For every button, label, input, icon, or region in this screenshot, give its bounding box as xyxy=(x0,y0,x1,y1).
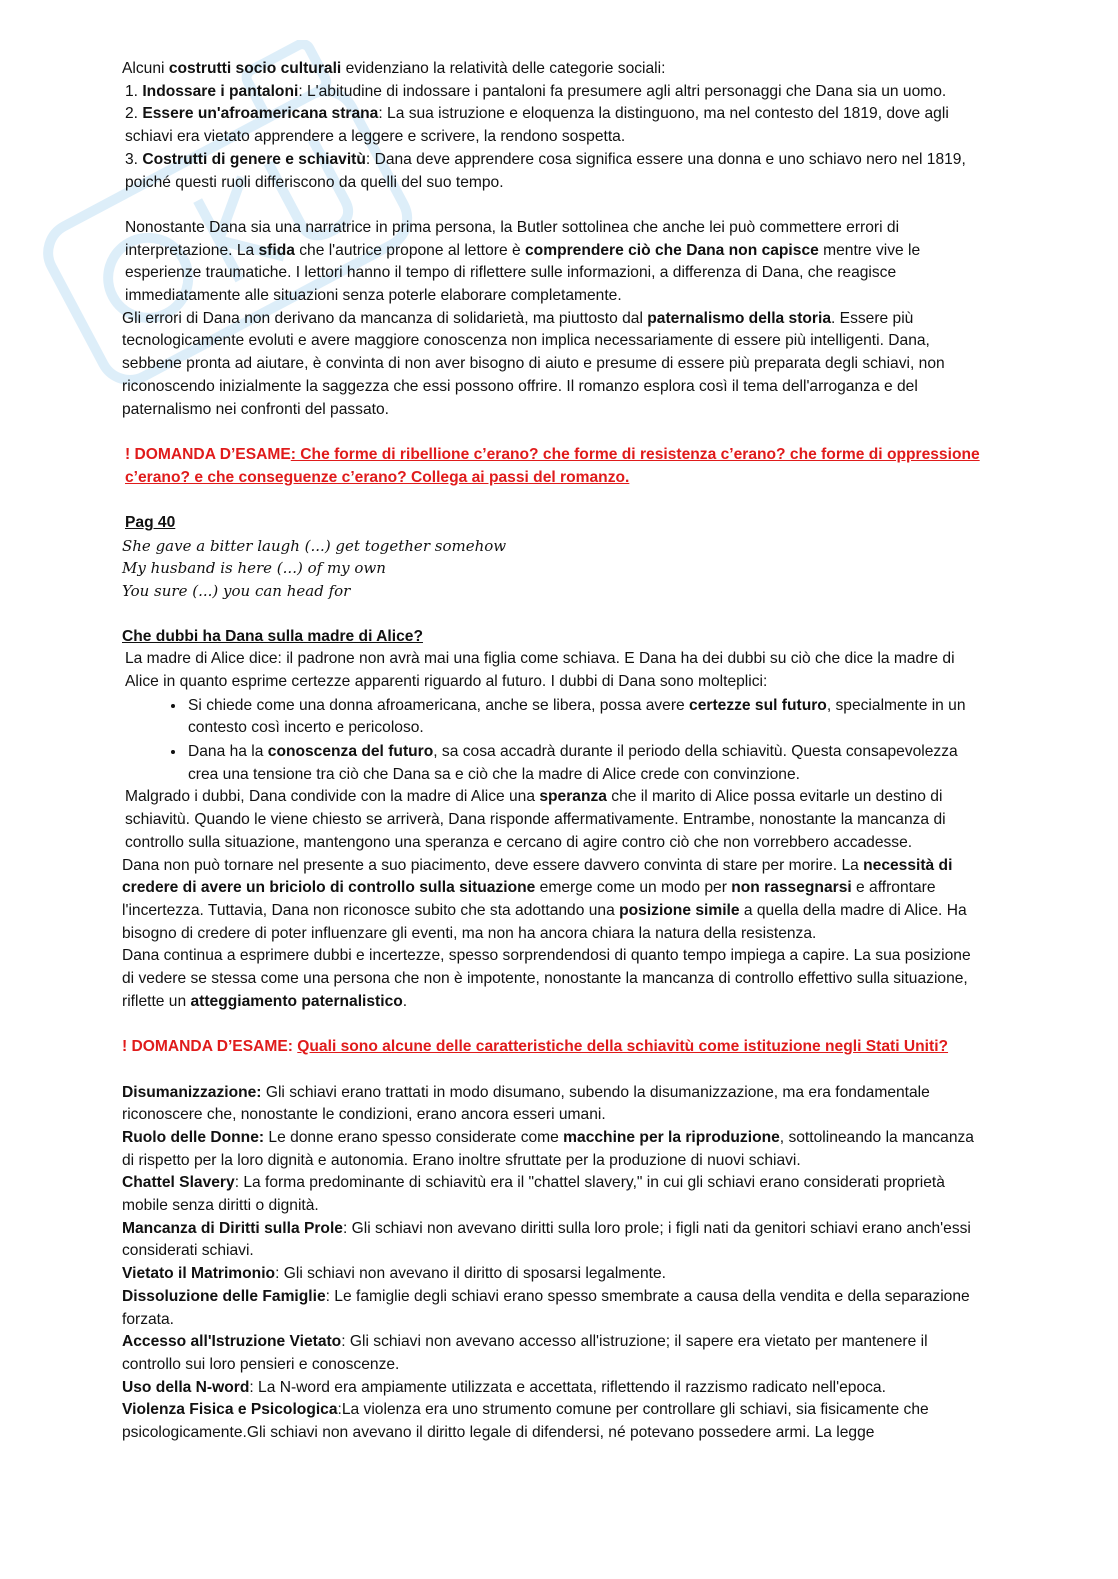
list-item: 1. Indossare i pantaloni: L'abitudine di indossare i pantaloni fa presumere agli altri personaggi che Dana sia un uomo. xyxy=(125,82,947,100)
narrator-paragraph: Nonostante Dana sia una narratrice in prima persona, la Butler sottolinea che anche lei può commettere errori di interpretazione. La sfida che l'autrice propone al lettore è comprendere ciò che Dana non capisce mentre vive le esperienze traumatiche. I lettori hanno il tempo di riflettere sulle informazioni, a differenza di Dana, che reagisce immediatamente alle situazioni senza poterle elaborare completamente. xyxy=(125,218,921,305)
page-reference-title: Pag 40 xyxy=(125,514,176,532)
feature-item: Vietato il Matrimonio: Gli schiavi non avevano il diritto di sposarsi legalmente. xyxy=(122,1265,666,1283)
exam-question-1: ! DOMANDA D’ESAME: Che forme di ribellione c’erano? che forme di resistenza c’erano? che forme di oppressione c’erano? e che conseguenze c’erano? Collega ai passi del romanzo. xyxy=(125,445,980,486)
constructs-list xyxy=(122,81,984,195)
doubts-list xyxy=(122,694,984,787)
list-item: 2. Essere un'afroamericana strana: La sua istruzione e eloquenza la distinguono, ma nel contesto del 1819, dove agli schiavi era vietato apprendere a leggere e scrivere, la rendono sospetta. xyxy=(125,105,949,146)
feature-item: Violenza Fisica e Psicologica:La violenza era uno strumento comune per controllare gli schiavi, sia fisicamente che psicologicamente.Gli schiavi non avevano il diritto legale di difendersi, né potevano possedere armi. La legge xyxy=(122,1401,929,1442)
document-body xyxy=(122,58,984,1445)
control-paragraph: Dana non può tornare nel presente a suo piacimento, deve essere davvero convinta di stare per morire. La necessità di credere di avere un briciolo di controllo sulla situazione emerge come un modo per non rassegnarsi e affrontare l'incertezza. Tuttavia, Dana non riconosce subito che sta adottando una posizione simile a quella della madre di Alice. Ha bisogno di credere di poter influenzare gli eventi, ma non ha ancora chiara la natura della resistenza. xyxy=(122,856,967,942)
feature-item: Chattel Slavery: La forma predominante di schiavitù era il "chattel slavery," in cui gli schiavi erano considerati proprietà mobile senza diritti o dignità. xyxy=(122,1174,945,1215)
alice-intro: La madre di Alice dice: il padrone non avrà mai una figlia come schiava. E Dana ha dei dubbi su ciò che dice la madre di Alice in quanto esprime certezze apparenti riguardo al futuro. I dubbi di Dana sono molteplici: xyxy=(125,650,955,690)
paternalism-paragraph: Gli errori di Dana non derivano da mancanza di solidarietà, ma piuttosto dal paternalismo della storia. Essere più tecnologicamente evoluti e avere maggiore conoscenza non implica necessariamente di essere più intelligenti. Dana, sebbene pronta ad aiutare, è convinta di non aver bisogno di aiuto e presume di essere più preparata degli schiavi, non riconoscendo inizialmente la saggezza che essi possono offrire. Il romanzo esplora così il tema dell'arroganza e del paternalismo nei confronti del passato. xyxy=(122,309,945,418)
list-item: • Si chiede come una donna afroamericana, anche se libera, possa avere certezze sul futuro, specialmente in un contesto così incerto e pericoloso. xyxy=(186,694,984,740)
feature-item: Mancanza di Diritti sulla Prole: Gli schiavi non avevano diritti sulla loro prole; i figli nati da genitori schiavi erano anch'essi considerati schiavi. xyxy=(122,1219,971,1260)
feature-item: Accesso all'Istruzione Vietato: Gli schiavi non avevano accesso all'istruzione; il sapere era vietato per mantenere il controllo sui loro pensieri e conoscenze. xyxy=(122,1333,928,1373)
intro-paragraph: Alcuni costrutti socio culturali evidenziano la relatività delle categorie sociali: xyxy=(122,60,666,77)
feature-item: Uso della N-word: La N-word era ampiamente utilizzata e accettata, riflettendo il razzismo radicato nell'epoca. xyxy=(122,1378,886,1396)
feature-item: Ruolo delle Donne: Le donne erano spesso considerate come macchine per la riproduzione, sottolineando la mancanza di rispetto per la loro dignità e autonomia. Erano inoltre sfruttate per la produzione di nuovi schiavi. xyxy=(122,1128,974,1169)
alice-section-title: Che dubbi ha Dana sulla madre di Alice? xyxy=(122,627,423,645)
exam-question-2: ! DOMANDA D’ESAME: Quali sono alcune delle caratteristiche della schiavitù come istituzione negli Stati Uniti? xyxy=(122,1038,949,1056)
slavery-features-list xyxy=(122,1082,984,1445)
feature-item: Dissoluzione delle Famiglie: Le famiglie degli schiavi erano spesso smembrate a causa della vendita e della separazione forzata. xyxy=(122,1287,970,1328)
quote-line: You sure (...) you can head for xyxy=(122,582,351,601)
list-item: 3. Costrutti di genere e schiavitù: Dana deve apprendere cosa significa essere una donna e uno schiavo nero nel 1819, poiché questi ruoli differiscono da quelli del suo tempo. xyxy=(125,150,966,191)
hope-paragraph: Malgrado i dubbi, Dana condivide con la madre di Alice una speranza che il marito di Alice possa evitarle un destino di schiavitù. Quando le viene chiesto se arriverà, Dana risponde affermativamente. Entrambe, nonostante la mancanza di controllo sulla situazione, mantengono una speranza e cercano di agire contro ciò che non vorrebbero accadesse. xyxy=(125,788,946,851)
list-item: • Dana ha la conoscenza del futuro, sa cosa accadrà durante il periodo della schiavitù. Questa consapevolezza crea una tensione tra ciò che Dana sa e ciò che la madre di Alice crede con convinzione. xyxy=(186,740,984,786)
quote-line: She gave a bitter laugh (...) get together somehow xyxy=(122,536,507,555)
doubts-paragraph: Dana continua a esprimere dubbi e incertezze, spesso sorprendendosi di quanto tempo impiega a capire. La sua posizione di vedere se stessa come una persona che non è impotente, nonostante la mancanza di controllo effettivo sulla situazione, riflette un atteggiamento paternalistico. xyxy=(122,947,971,1010)
feature-item: Disumanizzazione: Gli schiavi erano trattati in modo disumano, subendo la disumanizzazione, ma era fondamentale riconoscere che, nonostante le condizioni, erano ancora esseri umani. xyxy=(122,1083,930,1124)
quote-line: My husband is here (...) of my own xyxy=(122,559,386,578)
